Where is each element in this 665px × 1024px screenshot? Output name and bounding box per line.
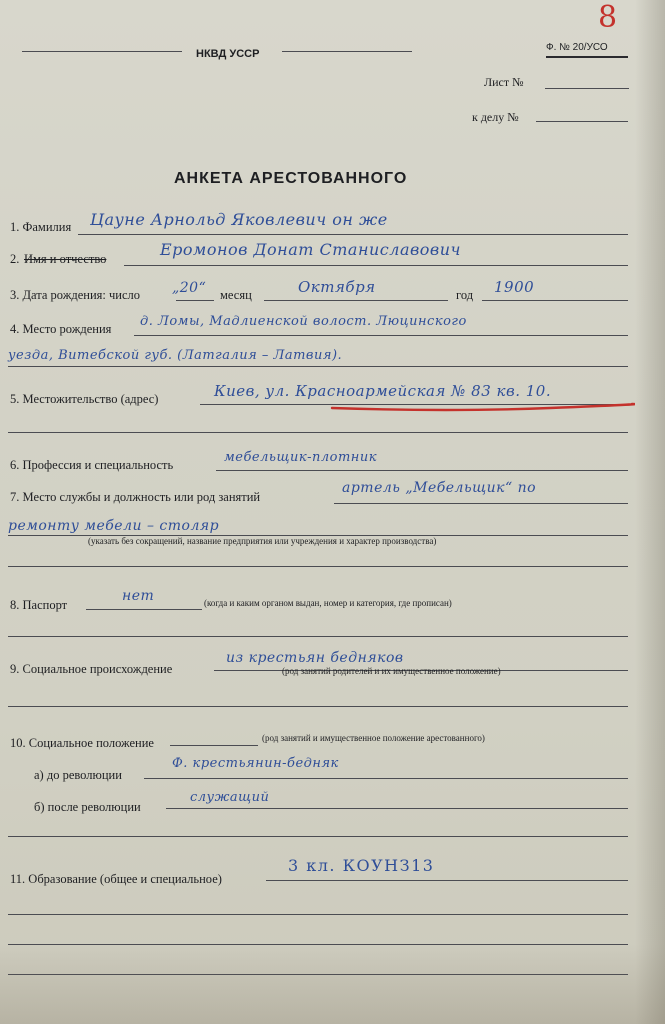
field-10b-line bbox=[166, 808, 628, 809]
form-number-underline bbox=[546, 56, 628, 58]
field-7-line bbox=[334, 503, 628, 504]
field-11-label: 11. Образование (общее и специальное) bbox=[10, 872, 222, 886]
field-8-value: нет bbox=[122, 588, 155, 604]
field-5-value: Киев, ул. Красноармейская № 83 кв. 10. bbox=[214, 382, 552, 400]
field-4-value-line2: уезда, Витебской губ. (Латгалия – Латвия). bbox=[8, 348, 343, 363]
field-5-line-2 bbox=[8, 432, 628, 433]
field-10a-label: а) до революции bbox=[34, 768, 122, 782]
field-3-label: 3. Дата рождения: число bbox=[10, 288, 141, 302]
field-3-year-label: год bbox=[456, 288, 474, 302]
field-10-label: 10. Социальное положение bbox=[10, 736, 154, 750]
field-3-day-line bbox=[176, 300, 214, 301]
sheet-number-line bbox=[545, 88, 629, 89]
field-2-number: 2. bbox=[10, 252, 20, 266]
field-10-line bbox=[170, 745, 258, 746]
sheet-number-label: Лист № bbox=[484, 75, 524, 89]
field-5-label: 5. Местожительство (адрес) bbox=[10, 392, 159, 406]
case-number-line bbox=[536, 121, 628, 122]
field-3-month-label: месяц bbox=[220, 288, 252, 302]
field-2-line bbox=[124, 265, 628, 266]
field-11-value: 3 кл. КОУНЗ13 bbox=[288, 856, 435, 875]
field-6-label: 6. Профессия и специальность bbox=[10, 458, 174, 472]
field-3-day: „20“ bbox=[172, 280, 207, 296]
field-9-value: из крестьян бедняков bbox=[226, 650, 404, 666]
field-7-value-line2: ремонту мебели – столяр bbox=[8, 518, 220, 534]
field-4-label: 4. Место рождения bbox=[10, 322, 112, 336]
field-10-hint: (род занятий и имущественное положение арестованного) bbox=[262, 733, 485, 743]
page-shadow-bottom bbox=[0, 944, 665, 1024]
field-1-value: Цауне Арнольд Яковлевич он же bbox=[90, 210, 388, 229]
field-7-hint: (указать без сокращений, название предприятия или учреждения и характер производства) bbox=[88, 536, 437, 546]
field-11-line bbox=[266, 880, 628, 881]
field-2-label: Имя и отчество bbox=[24, 252, 107, 266]
agency-label: НКВД УССР bbox=[196, 48, 260, 60]
page-number: 8 bbox=[598, 0, 618, 35]
form-number: Ф. № 20/УСО bbox=[546, 42, 608, 53]
field-8-label: 8. Паспорт bbox=[10, 598, 68, 612]
case-number-label: к делу № bbox=[472, 110, 519, 124]
field-11-line-2 bbox=[8, 914, 628, 915]
field-8-hint: (когда и каким органом выдан, номер и категория, где прописан) bbox=[204, 598, 452, 608]
form-title: АНКЕТА АРЕСТОВАННОГО bbox=[174, 170, 408, 187]
field-10b-label: б) после революции bbox=[34, 800, 141, 814]
field-3-year: 1900 bbox=[494, 278, 535, 296]
field-6-line bbox=[216, 470, 628, 471]
field-9-label: 9. Социальное происхождение bbox=[10, 662, 173, 676]
page-shadow-right bbox=[635, 0, 665, 1024]
field-9-line-2 bbox=[8, 706, 628, 707]
field-1-label: 1. Фамилия bbox=[10, 220, 72, 234]
header-rule bbox=[282, 51, 412, 52]
field-3-month-line bbox=[264, 300, 448, 301]
field-6-value: мебельщик-плотник bbox=[224, 450, 377, 465]
field-7-label: 7. Место службы и должность или род занятий bbox=[10, 490, 261, 504]
field-7-line-3 bbox=[8, 566, 628, 567]
field-4-value-line1: д. Ломы, Мадлиенской волост. Люцинского bbox=[140, 314, 467, 329]
field-3-year-line bbox=[482, 300, 628, 301]
field-8-line bbox=[86, 609, 202, 610]
field-8-line-2 bbox=[8, 636, 628, 637]
field-10a-value: Ф. крестьянин-бедняк bbox=[172, 756, 339, 771]
field-1-line bbox=[78, 234, 628, 235]
field-9-hint: (род занятий родителей и их имущественное положение) bbox=[282, 666, 501, 676]
field-10a-line bbox=[144, 778, 628, 779]
field-7-value-line1: артель „Мебельщик“ по bbox=[342, 480, 537, 496]
field-10b-value: служащий bbox=[190, 790, 270, 805]
red-underline-mark bbox=[330, 396, 635, 416]
field-4-line-2 bbox=[8, 366, 628, 367]
field-3-month: Октября bbox=[298, 278, 376, 296]
field-4-line bbox=[134, 335, 628, 336]
field-2-value: Еромонов Донат Станиславович bbox=[160, 240, 461, 259]
field-10-line-2 bbox=[8, 836, 628, 837]
header-rule bbox=[22, 51, 182, 52]
